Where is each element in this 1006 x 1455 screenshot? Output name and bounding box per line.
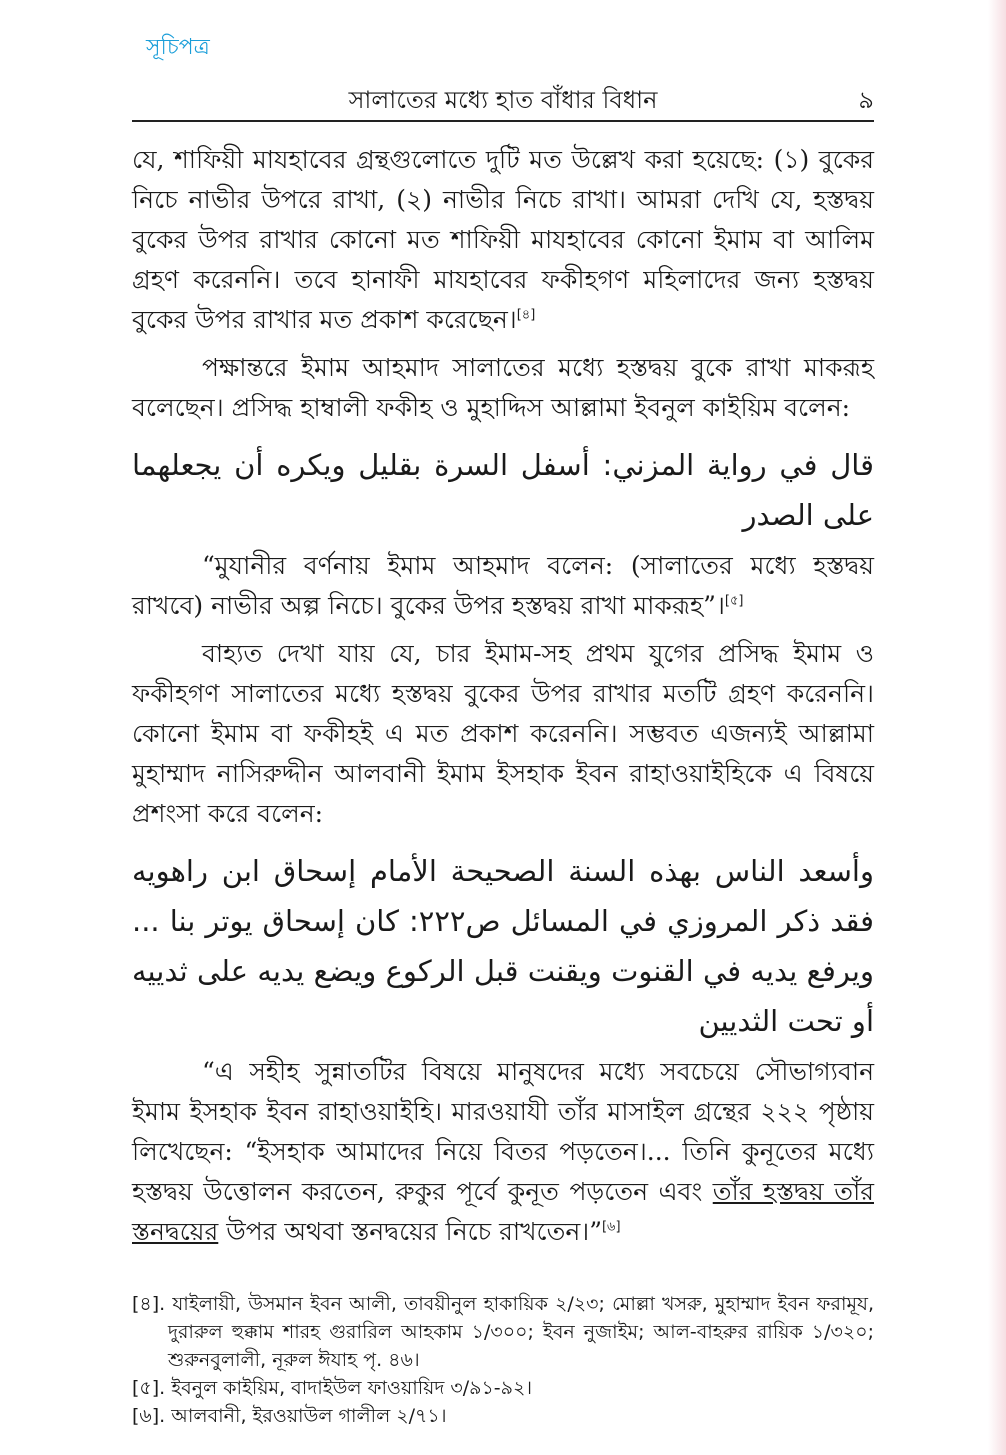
running-header bbox=[132, 84, 874, 122]
footnote: [৫]. ইবনুল কাইয়িম, বাদাইউল ফাওয়ায়িদ ৩/৯১-৯২। bbox=[132, 1377, 533, 1399]
paragraph bbox=[132, 348, 874, 428]
paragraph-text: বাহ্যত দেখা যায় যে, চার ইমাম-সহ প্রথম যুগের প্রসিদ্ধ ইমাম ও ফকীহগণ সালাতের মধ্যে হস্তদ্বয় বুকের উপর রাখার মতটি গ্রহণ করেননি। কোনো ইমাম বা ফকীহই এ মত প্রকাশ করেননি। সম্ভবত এজন্যই আল্লামা মুহাম্মাদ নাসিরুদ্দীন আলবানী ইমাম ইসহাক ইবন রাহাওয়াইহিকে এ বিষয়ে প্রশংসা করে বলেন: bbox=[132, 639, 874, 828]
toc-link[interactable]: সূচিপত্র bbox=[146, 35, 210, 60]
paragraph-text: যে, শাফিয়ী মাযহাবের গ্রন্থগুলোতে দুটি মত উল্লেখ করা হয়েছে: (১) বুকের নিচে নাভীর উপরে রাখা, (২) নাভীর নিচে রাখা। আমরা দেখি যে, হস্তদ্বয় বুকের উপর রাখার কোনো মত শাফিয়ী মাযহাবের কোনো ইমাম বা আলিম গ্রহণ করেননি। তবে হানাফী মাযহাবের ফকীহগণ মহিলাদের জন্য হস্তদ্বয় বুকের উপর রাখার মত প্রকাশ করেছেন। bbox=[132, 145, 874, 334]
paragraph-text: পক্ষান্তরে ইমাম আহমাদ সালাতের মধ্যে হস্তদ্বয় বুকে রাখা মাকরূহ বলেছেন। প্রসিদ্ধ হাম্বালী ফকীহ ও মুহাদ্দিস আল্লামা ইবনুল কাইয়িম বলেন: bbox=[132, 353, 874, 422]
paragraph-text: উপর অথবা স্তনদ্বয়ের নিচে রাখতেন।” bbox=[218, 1217, 602, 1246]
arabic-quote: قال في رواية المزني: أسفل السرة بقليل ويكره أن يجعلهما على الصدر bbox=[132, 448, 874, 532]
footnotes bbox=[132, 1290, 874, 1430]
paragraph bbox=[132, 1052, 874, 1252]
paragraph bbox=[132, 140, 874, 340]
footnote: [৪]. যাইলায়ী, উসমান ইবন আলী, তাবয়ীনুল হাকায়িক ২/২৩; মোল্লা খসরু, মুহাম্মাদ ইবন ফরামূয, দুরারুল হুক্কাম শারহ গুরারিল আহকাম ১/৩০০; ইবন নুজাইম; আল-বাহরুর রায়িক ১/৩২০; শুরুনবুলালী, নূরুল ঈযাহ পৃ. ৪৬। bbox=[132, 1293, 874, 1371]
underlined-text: তাঁর হস্তদ্বয় তাঁর স্তনদ্বয়ের bbox=[132, 1177, 874, 1246]
paragraph bbox=[132, 634, 874, 834]
body-text bbox=[132, 140, 874, 1260]
footnote-ref[interactable]: [৪] bbox=[516, 307, 536, 323]
paragraph-text: “মুযানীর বর্ণনায় ইমাম আহমাদ বলেন: (সালাতের মধ্যে হস্তদ্বয় রাখবে) নাভীর অল্প নিচে। বুকের উপর হস্তদ্বয় রাখা মাকরূহ”। bbox=[132, 551, 874, 620]
paragraph bbox=[132, 546, 874, 626]
arabic-quote: وأسعد الناس بهذه السنة الصحيحة الأمام إسحاق ابن راهويه فقد ذكر المروزي في المسائل ص٢٢٢: كان إسحاق يوتر بنا ... ويرفع يديه في القنوت ويقنت قبل الركوع ويضع يديه على ثدييه أو تحت الثديين bbox=[132, 854, 874, 1038]
footnote: [৬]. আলবানী, ইরওয়াউল গালীল ২/৭১। bbox=[132, 1405, 447, 1427]
footnote-ref[interactable]: [৫] bbox=[724, 593, 744, 609]
page-edge-shadow bbox=[988, 0, 1006, 1455]
page-number: ৯ bbox=[858, 86, 874, 114]
footnote-ref[interactable]: [৬] bbox=[601, 1219, 621, 1235]
paragraph-text: “এ সহীহ সুন্নাতটির বিষয়ে মানুষদের মধ্যে সবচেয়ে সৌভাগ্যবান ইমাম ইসহাক ইবন রাহাওয়াইহি। মারওয়াযী তাঁর মাসাইল গ্রন্থের ২২২ পৃষ্ঠায় লিখেছেন: “ইসহাক আমাদের নিয়ে বিতর পড়তেন।... তিনি কুনূতের মধ্যে হস্তদ্বয় উত্তোলন করতেন, রুকুর পূর্বে কুনূত পড়তেন এবং bbox=[132, 1057, 874, 1206]
running-title: সালাতের মধ্যে হাত বাঁধার বিধান bbox=[348, 86, 658, 114]
